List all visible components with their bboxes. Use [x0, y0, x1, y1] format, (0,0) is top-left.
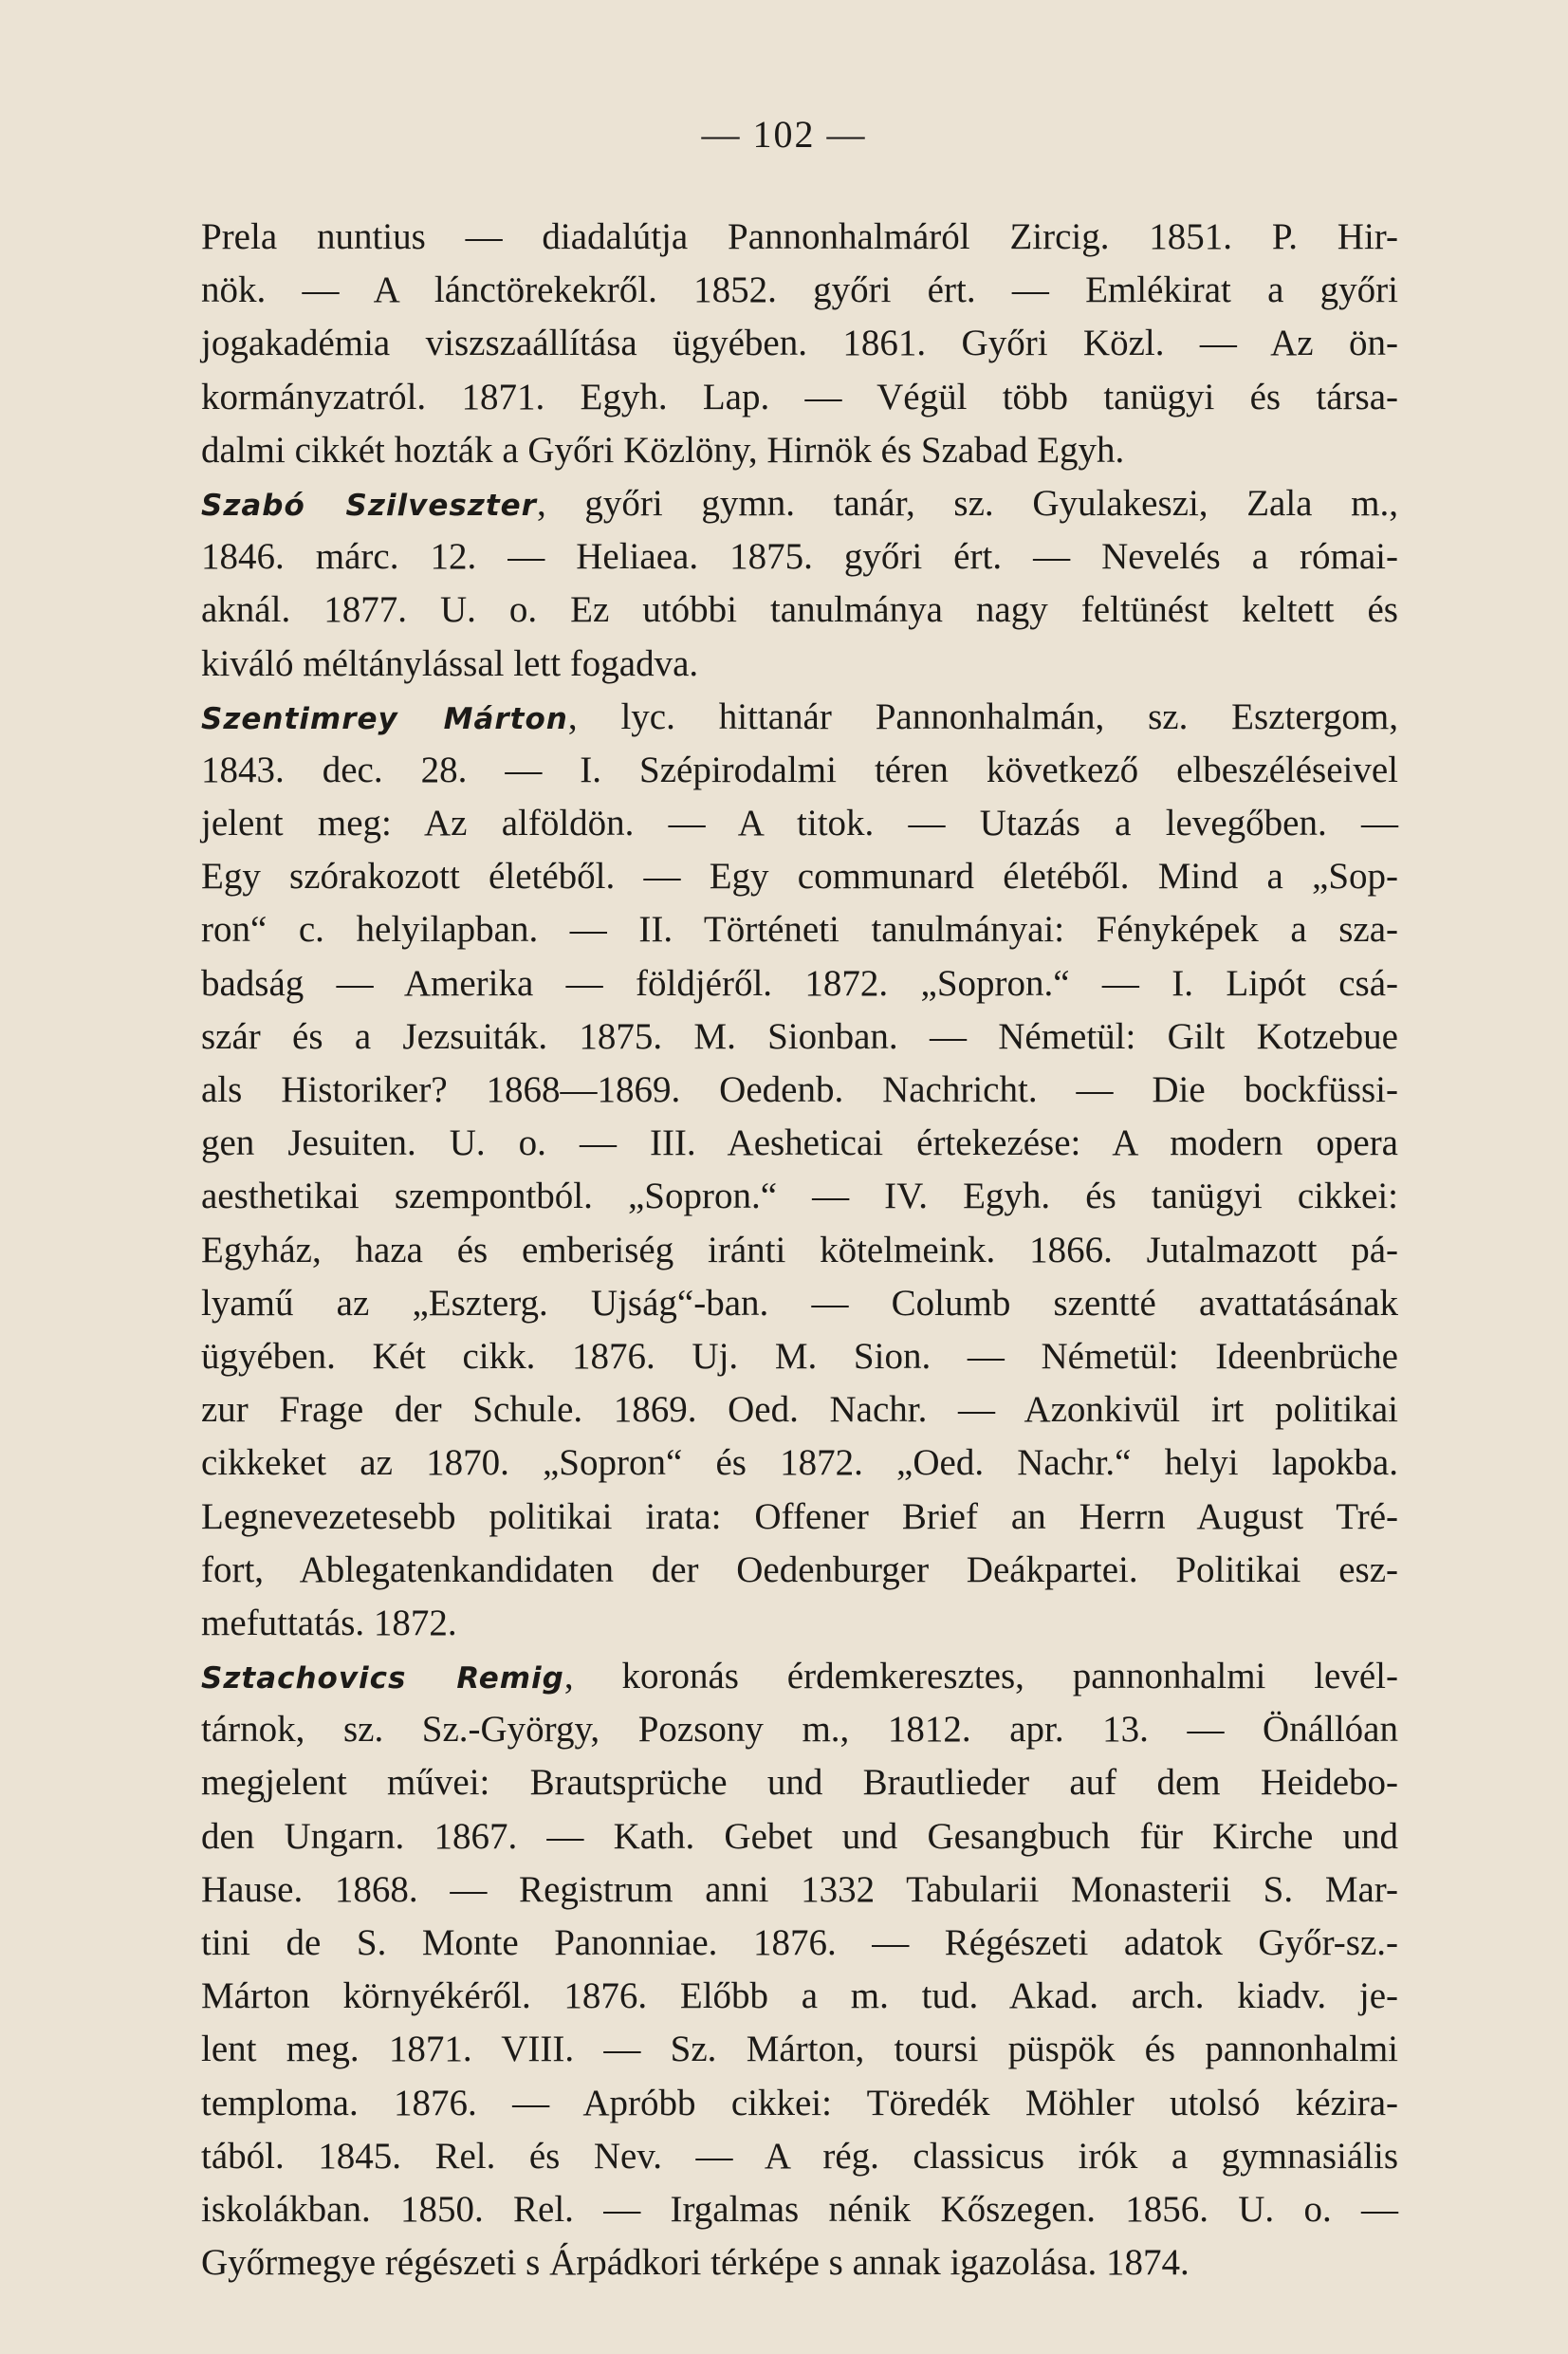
line-text: cikkeket az 1870. „Sopron“ és 1872. „Oed. Nachr.“ helyi lapokba. — [201, 1442, 1398, 1484]
text-line — [201, 957, 1398, 1010]
text-line — [201, 264, 1398, 317]
line-text: szár és a Jezsuiták. 1875. M. Sionban. — Németül: Gilt Kotzebue — [201, 1015, 1398, 1057]
text-line — [201, 1491, 1398, 1544]
text-line — [201, 1544, 1398, 1597]
text-line — [201, 2023, 1398, 2076]
text-line — [201, 2130, 1398, 2183]
line-text: nök. — A lánctörekekről. 1852. győri ért. — Emlékirat a győri — [201, 269, 1398, 311]
entry-name: Szabó Szilveszter — [201, 488, 537, 523]
text-line — [201, 1810, 1398, 1863]
text-line — [201, 1436, 1398, 1490]
line-text: 1843. dec. 28. — I. Szépirodalmi téren következő elbeszéléseivel — [201, 749, 1398, 790]
line-text: iskolákban. 1850. Rel. — Irgalmas nénik Kőszegen. 1856. U. o. — — [201, 2188, 1398, 2230]
text-line — [201, 317, 1398, 370]
text-line — [201, 903, 1398, 956]
line-text: jogakadémia viszszaállítása ügyében. 1861. Győri Közl. — Az ön- — [201, 323, 1398, 364]
text-line — [201, 1330, 1398, 1383]
text-line — [201, 1064, 1398, 1117]
line-text: , lyc. hittanár Pannonhalmán, sz. Esztergom, — [567, 695, 1398, 737]
text-line — [201, 1650, 1398, 1703]
line-text: tárnok, sz. Sz.-György, Pozsony m., 1812. apr. 13. — Önállóan — [201, 1709, 1398, 1751]
entry-name: Sztachovics Remig — [201, 1661, 564, 1696]
text-line — [201, 584, 1398, 637]
line-text: , győri gymn. tanár, sz. Gyulakeszi, Zala m., — [536, 482, 1398, 524]
text-line — [201, 638, 1398, 691]
line-text: gen Jesuiten. U. o. — III. Aesheticai értekezése: A modern opera — [201, 1122, 1398, 1164]
text-line — [201, 797, 1398, 850]
line-text: zur Frage der Schule. 1869. Oed. Nachr. — Azonkivül irt politikai — [201, 1389, 1398, 1431]
line-text: jelent meg: Az alföldön. — A titok. — Utazás a levegőben. — — [201, 803, 1398, 844]
text-line — [201, 1597, 1398, 1650]
text-line — [201, 744, 1398, 797]
line-text: Márton környékéről. 1876. Előbb a m. tud. Akad. arch. kiadv. je- — [201, 1975, 1398, 2017]
line-text: ügyében. Két cikk. 1876. Uj. M. Sion. — Németül: Ideenbrüche — [201, 1335, 1398, 1377]
text-line — [201, 530, 1398, 584]
text-line — [201, 1010, 1398, 1064]
line-text: tini de S. Monte Panonniae. 1876. — Régészeti adatok Győr-sz.- — [201, 1922, 1398, 1963]
line-text: aesthetikai szempontból. „Sopron.“ — IV. Egyh. és tanügyi cikkei: — [201, 1176, 1398, 1217]
text-line — [201, 1917, 1398, 1970]
line-text: fort, Ablegatenkandidaten der Oedenburger Deákpartei. Politikai esz- — [201, 1548, 1398, 1590]
text-line — [201, 1117, 1398, 1170]
line-text: dalmi cikkét hozták a Győri Közlöny, Hirnök és Szabad Egyh. — [201, 429, 1125, 471]
line-text: tából. 1845. Rel. és Nev. — A rég. classicus irók a gymnasiális — [201, 2135, 1398, 2177]
line-text: megjelent művei: Brautsprüche und Brautlieder auf dem Heidebo- — [201, 1762, 1398, 1804]
entry-name: Szentimrey Márton — [201, 701, 568, 736]
line-text: kormányzatról. 1871. Egyh. Lap. — Végül több tanügyi és társa- — [201, 376, 1398, 417]
line-text: den Ungarn. 1867. — Kath. Gebet und Gesangbuch für Kirche und — [201, 1815, 1398, 1857]
line-text: Prela nuntius — diadalútja Pannonhalmáról Zircig. 1851. P. Hir- — [201, 216, 1398, 257]
text-line — [201, 371, 1398, 424]
line-text: lyamű az „Eszterg. Ujság“-ban. — Columb szentté avattatásának — [201, 1282, 1398, 1324]
line-text: lent meg. 1871. VIII. — Sz. Márton, toursi püspök és pannonhalmi — [201, 2029, 1398, 2070]
text-line — [201, 1756, 1398, 1809]
text-line — [201, 1863, 1398, 1917]
line-text: Egyház, haza és emberiség iránti kötelmeink. 1866. Jutalmazott pá- — [201, 1229, 1398, 1270]
text-line — [201, 1970, 1398, 2023]
text-line — [201, 1383, 1398, 1436]
text-line — [201, 211, 1398, 264]
text-line — [201, 424, 1398, 477]
text-line — [201, 1277, 1398, 1330]
line-text: aknál. 1877. U. o. Ez utóbbi tanulmánya nagy feltünést keltett és — [201, 589, 1398, 631]
line-text: kiváló méltánylással lett fogadva. — [201, 642, 699, 684]
line-text: Hause. 1868. — Registrum anni 1332 Tabularii Monasterii S. Mar- — [201, 1868, 1398, 1910]
body-text — [201, 211, 1398, 2289]
text-line — [201, 477, 1398, 530]
text-line — [201, 1703, 1398, 1756]
line-text: temploma. 1876. — Apróbb cikkei: Töredék Möhler utolsó kézira- — [201, 2082, 1398, 2123]
line-text: badság — Amerika — földjéről. 1872. „Sopron.“ — I. Lipót csá- — [201, 962, 1398, 1004]
text-line — [201, 2183, 1398, 2236]
line-text: Győrmegye régészeti s Árpádkori térképe s annak igazolása. 1874. — [201, 2242, 1190, 2284]
text-line — [201, 1170, 1398, 1223]
page-number: — 102 — — [701, 113, 867, 156]
line-text: Egy szórakozott életéből. — Egy communard életéből. Mind a „Sop- — [201, 856, 1398, 898]
line-text: Legnevezetesebb politikai irata: Offener Brief an Herrn August Tré- — [201, 1495, 1398, 1537]
text-line — [201, 2236, 1398, 2289]
text-line — [201, 691, 1398, 744]
line-text: 1846. márc. 12. — Heliaea. 1875. győri ért. — Nevelés a római- — [201, 536, 1398, 578]
text-line — [201, 850, 1398, 903]
line-text: mefuttatás. 1872. — [201, 1602, 457, 1643]
line-text: , koronás érdemkeresztes, pannonhalmi levél- — [563, 1656, 1398, 1697]
line-text: als Historiker? 1868—1869. Oedenb. Nachricht. — Die bockfüssi- — [201, 1069, 1398, 1110]
line-text: ron“ c. helyilapban. — II. Történeti tanulmányai: Fényképek a sza- — [201, 909, 1398, 951]
text-line — [201, 2077, 1398, 2130]
text-line — [201, 1224, 1398, 1277]
